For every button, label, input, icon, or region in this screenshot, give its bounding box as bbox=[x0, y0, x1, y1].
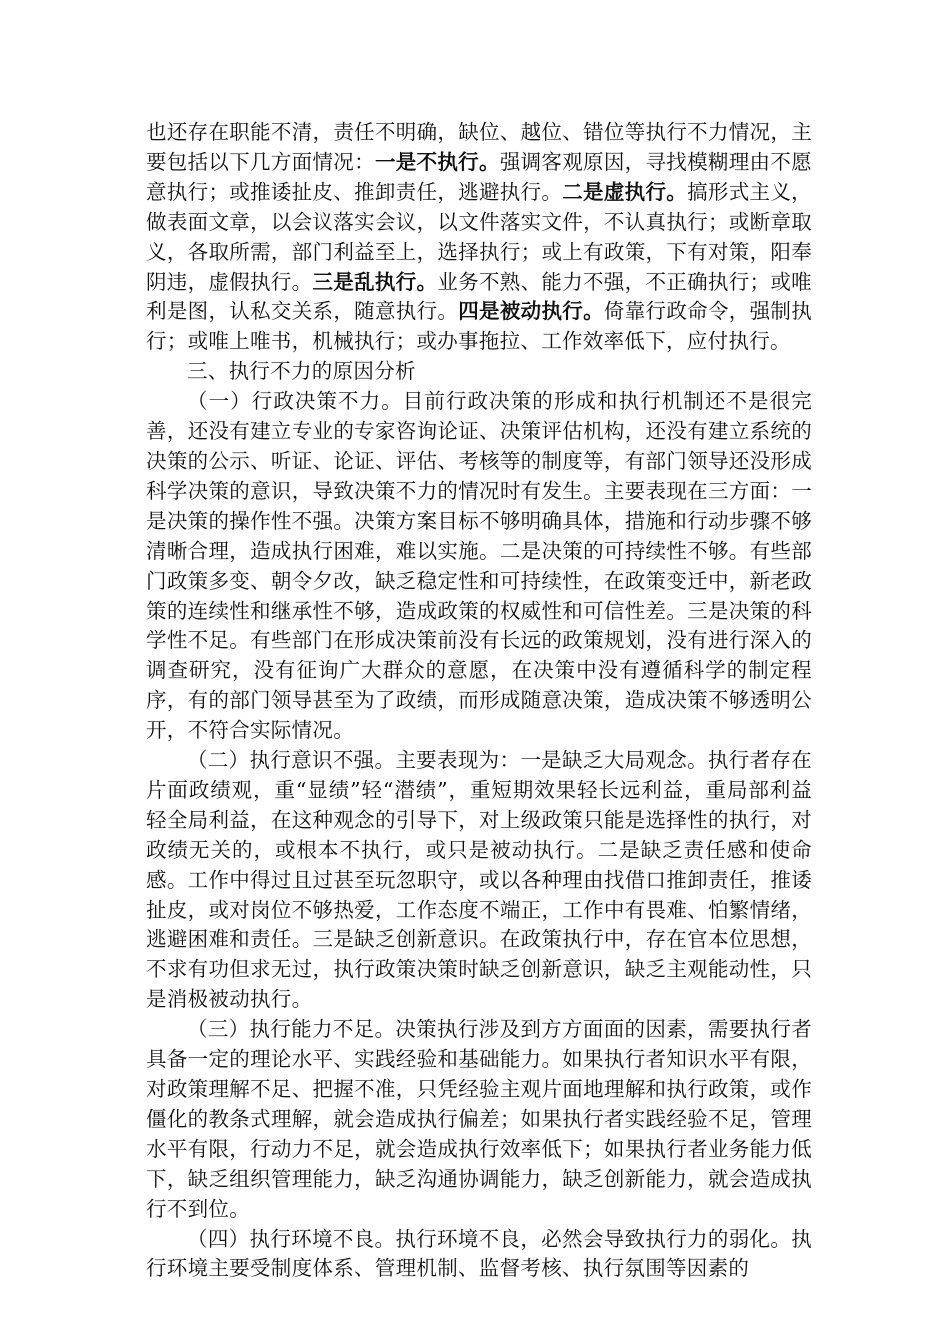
paragraph-environment-weakness: （四）执行环境不良。执行环境不良，必然会导致执行力的弱化。执行环境主要受制度体系、管理机制、监督考核、执行氛围等因素的 bbox=[146, 1226, 812, 1281]
bold-phrase-false-execution: 二是虚执行。 bbox=[562, 179, 688, 204]
paragraph-execution-problems bbox=[146, 118, 812, 357]
document-page bbox=[146, 118, 812, 1284]
paragraph-text: 业务不熟、能力不强，不正确执行；或唯利是图，认私交关系，随意执行。 bbox=[146, 269, 812, 324]
paragraph-awareness-weakness: （二）执行意识不强。主要表现为：一是缺乏大局观念。执行者存在片面政绩观，重“显绩”轻“潜绩”，重短期效果轻长远利益，重局部利益轻全局利益，在这种观念的引导下，对上级政策只能是选择性的执行，对政绩无关的，或根本不执行，或只是被动执行。二是缺乏责任感和使命感。工作中得过且过甚至玩忽职守，或以各种理由找借口推卸责任，推诿扯皮，或对岗位不够热爱，工作态度不端正，工作中有畏难、怕繁情绪，逃避困难和责任。三是缺乏创新意识。在政策执行中，存在官本位思想，不求有功但求无过，执行政策决策时缺乏创新意识，缺乏主观能动性，只是消极被动执行。 bbox=[146, 748, 812, 1012]
paragraph-text: 强调客观原因，寻找模糊理由不愿意执行；或推诿扯皮、推卸责任，逃避执行。 bbox=[146, 149, 812, 204]
paragraph-text: 搞形式主义，做表面文章，以会议落实会议，以文件落实文件，不认真执行；或断章取义，各取所需，部门利益至上，选择执行；或上有政策，下有对策，阳奉阴违，虚假执行。 bbox=[146, 179, 812, 294]
paragraph-capability-weakness: （三）执行能力不足。决策执行涉及到方方面面的因素，需要执行者具备一定的理论水平、实践经验和基础能力。如果执行者知识水平有限，对政策理解不足、把握不准，只凭经验主观片面地理解和执行政策，或作僵化的教条式理解，就会造成执行偏差；如果执行者实践经验不足，管理水平有限，行动力不足，就会造成执行效率低下；如果执行者业务能力低下，缺乏组织管理能力，缺乏沟通协调能力，缺乏创新能力，就会造成执行不到位。 bbox=[146, 1017, 812, 1221]
section-heading: 三、执行不力的原因分析 bbox=[187, 359, 416, 384]
paragraph-text: 也还存在职能不清，责任不明确，缺位、越位、错位等执行不力情况，主要包括以下几方面情况： bbox=[146, 120, 812, 174]
paragraph-text: 倚靠行政命令，强制执行；或唯上唯书，机械执行；或办事拖拉、工作效率低下，应付执行。 bbox=[146, 299, 813, 354]
bold-phrase-chaotic-execution: 三是乱执行。 bbox=[312, 269, 438, 294]
bold-phrase-not-executing: 一是不执行。 bbox=[374, 149, 500, 174]
bold-phrase-passive-execution: 四是被动执行。 bbox=[458, 299, 604, 324]
paragraph-decision-weakness: （一）行政决策不力。目前行政决策的形成和执行机制还不是很完善，还没有建立专业的专家咨询论证、决策评估机构，还没有建立系统的决策的公示、听证、论证、评估、考核等的制度等，有部门领导还没形成科学决策的意识，导致决策不力的情况时有发生。主要表现在三方面：一是决策的操作性不强。决策方案目标不够明确具体，措施和行动步骤不够清晰合理，造成执行困难，难以实施。二是决策的可持续性不够。有些部门政策多变、朝令夕改，缺乏稳定性和可持续性，在政策变迁中，新老政策的连续性和继承性不够，造成政策的权威性和可信性差。三是决策的科学性不足。有些部门在形成决策前没有长远的政策规划，没有进行深入的调查研究，没有征询广大群众的意愿，在决策中没有遵循科学的制定程序，有的部门领导甚至为了政绩，而形成随意决策，造成决策不够透明公开，不符合实际情况。 bbox=[146, 389, 812, 743]
